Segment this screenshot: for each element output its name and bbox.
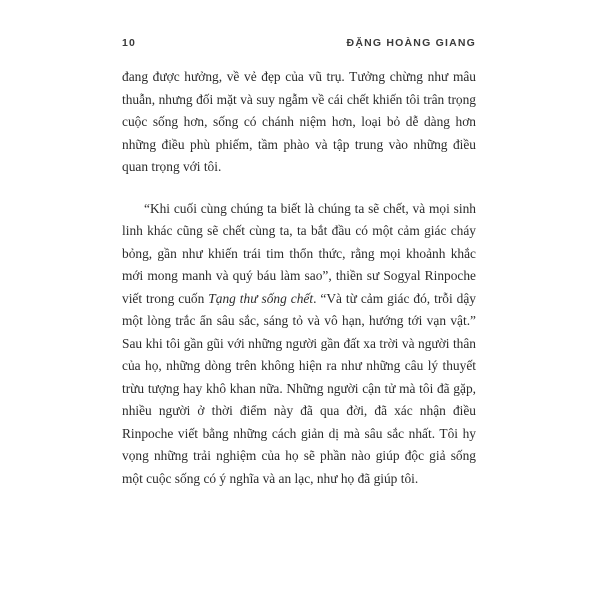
paragraph-spacer — [122, 179, 476, 198]
body-text — [122, 66, 476, 490]
author-name: ĐẶNG HOÀNG GIANG — [346, 37, 476, 49]
running-header — [122, 37, 476, 53]
paragraph-2-continuation: . “Và từ cảm giác đó, trỗi dậy một lòng trắc ẩn sâu sắc, sáng tỏ và vô hạn, hướng tới vạn vật.” Sau khi tôi gần gũi với những người gần đất xa trời và người thân của họ, những dòng trên không hiện ra như những câu lý thuyết trừu tượng hay khô khan nữa. Những người cận tử mà tôi đã gặp, nhiều người ở thời điểm này đã qua đời, đã xác nhận điều Rinpoche viết bằng những cách giản dị mà sâu sắc nhất. Tôi hy vọng những trải nghiệm của họ sẽ phần nào giúp độc giả sống một cuộc sống có ý nghĩa và an lạc, như họ đã giúp tôi. — [122, 290, 477, 486]
paragraph-1: đang được hưởng, về vẻ đẹp của vũ trụ. Tưởng chừng như mâu thuẫn, nhưng đối mặt và suy ngẫm về cái chết khiến tôi trân trọng cuộc sống hơn, sống có chánh niệm hơn, loại bỏ dễ dàng hơn những điều phù phiếm, tầm phào và tập trung vào những điều quan trọng với tôi. — [122, 69, 476, 174]
page-number: 10 — [122, 37, 137, 49]
book-title: Tạng thư sống chết — [208, 290, 314, 306]
paragraph-2 — [122, 198, 476, 491]
paragraph-2-quote: “Khi cuối cùng chúng ta biết là chúng ta sẽ chết, và mọi sinh linh khác cũng sẽ chết cùng ta, ta bắt đầu có một cảm giác cháy bỏng, gần như khiến trái tim thổn thức, rằng mọi khoảnh khắc mới mong manh và quý báu làm sao”, thiền sư Sogyal Rinpoche viết trong cuốn — [122, 200, 476, 306]
